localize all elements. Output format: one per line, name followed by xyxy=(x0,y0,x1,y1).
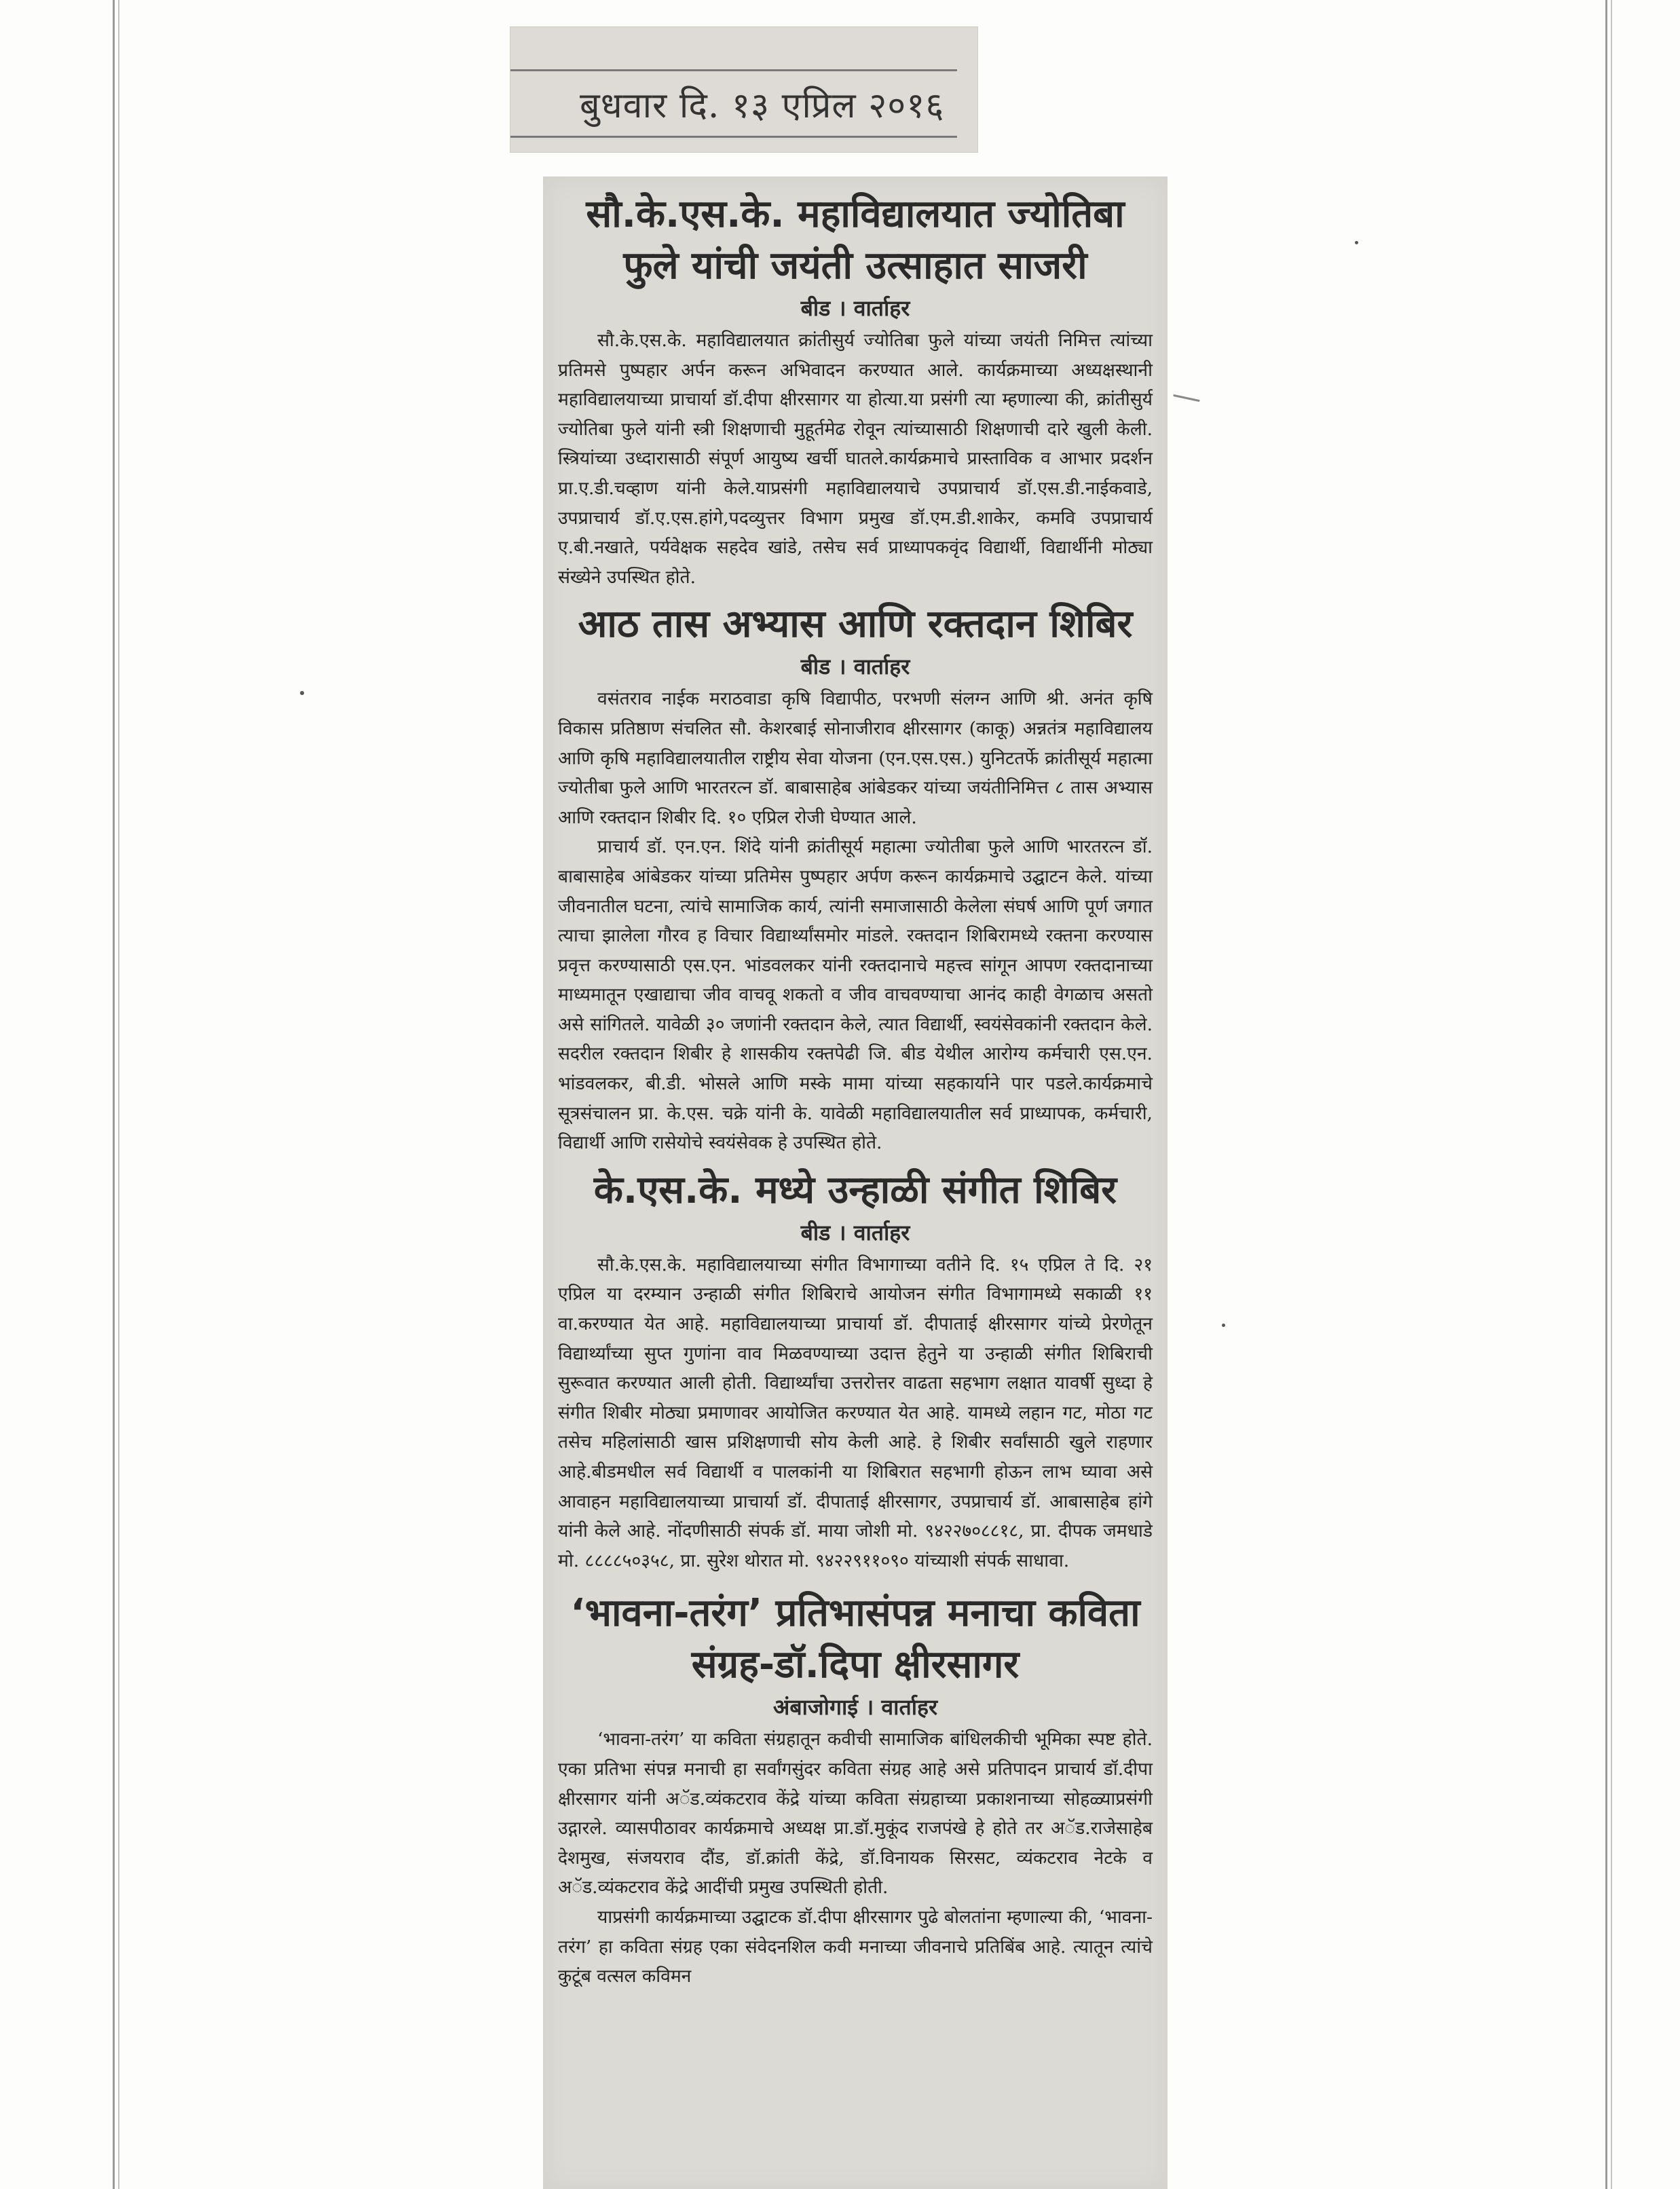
scan-speck xyxy=(1355,241,1358,244)
news-clipping xyxy=(543,176,1168,2189)
article-byline: बीड । वार्ताहर xyxy=(800,654,910,680)
date-clipping xyxy=(510,27,977,152)
article-paragraph: सौ.के.एस.के. महाविद्यालयाच्या संगीत विभागाच्या वतीने दि. १५ एप्रिल ते दि. २१ एप्रिल या दरम्यान उन्हाळी संगीत शिबिराचे आयोजन संगीत विभागामध्ये सकाळी ११ वा.करण्यात येत आहे. महाविद्यालयाच्या प्राचार्या डॉ. दीपाताई क्षीरसागर यांच्ये प्रेरणेतून विद्यार्थ्यांच्या सुप्त गुणांना वाव मिळवण्याच्या उदात्त हेतुने या उन्हाळी संगीत शिबिराची सुरूवात करण्यात आली होती. विद्यार्थ्यांचा उत्तरोत्तर वाढता सहभाग लक्षात यावर्षी सुध्दा हे संगीत शिबीर मोठ्या प्रमाणावर आयोजित करण्यात येत आहे. यामध्ये लहान गट, मोठा गट तसेच महिलांसाठी खास प्रशिक्षणाची सोय केली आहे. हे शिबीर सर्वांसाठी खुले राहणार आहे.बीडमधील सर्व विद्यार्थी व पालकांनी या शिबिरात सहभागी होऊन लाभ घ्यावा असे आवाहन महाविद्यालयाच्या प्राचार्या डॉ. दीपाताई क्षीरसागर, उपप्राचार्य डॉ. आबासाहेब हांगे यांनी केले आहे. नोंदणीसाठी संपर्क डॉ. माया जोशी मो. ९४२२७०८८१८, प्रा. दीपक जमधाडे मो. ८८८८५०३५८, प्रा. सुरेश थोरात मो. ९४२२९११०९० यांच्याशी संपर्क साधावा. xyxy=(558,1254,1153,1571)
article-byline: बीड । वार्ताहर xyxy=(800,1219,910,1246)
article-study-blood-donation xyxy=(558,599,1153,1158)
article-college-jayanti xyxy=(558,189,1153,592)
date-bottom-rule xyxy=(510,136,957,138)
article-headline: आठ तास अभ्यास आणि रक्तदान शिबिर xyxy=(578,602,1133,647)
scan-speck xyxy=(300,691,304,695)
article-headline: सौ.के.एस.के. महाविद्यालयात ज्योतिबा फुले यांची जयंती उत्साहात साजरी xyxy=(586,192,1125,288)
article-paragraph: ‘भावना-तरंग’ या कविता संग्रहातून कवीची सामाजिक बांधिलकीची भूमिका स्पष्ट होते. एका प्रतिभा संपन्न मनाची हा सर्वांगसुंदर कविता संग्रह आहे असे प्रतिपादन प्राचार्य डॉ.दीपा क्षीरसागर यांनी अॅड.व्यंकटराव केंद्रे यांच्या कविता संग्रहाच्या प्रकाशनाच्या सोहळ्याप्रसंगी उद्गारले. व्यासपीठावर कार्यक्रमाचे अध्यक्ष प्रा.डॉ.मुकूंद राजपंखे हे होते तर अॅड.राजेसाहेब देशमुख, संजयराव दौंड, डॉ.क्रांती केंद्रे, डॉ.विनायक सिरसट, व्यंकटराव नेटके व अॅड.व्यंकटराव केंद्रे आदींची प्रमुख उपस्थिती होती. xyxy=(558,1729,1153,1898)
scan-border-left-inner xyxy=(118,0,119,2189)
article-paragraph: सौ.के.एस.के. महाविद्यालयात क्रांतीसुर्य ज्योतिबा फुले यांच्या जयंती निमित्त त्यांच्या प्रतिमसे पुष्पहार अर्पन करून अभिवादन करण्यात आले. कार्यक्रमाच्या अध्यक्षस्थानी महाविद्यालयाच्या प्राचार्या डॉ.दीपा क्षीरसागर या होत्या.या प्रसंगी त्या म्हणाल्या की, क्रांतीसुर्य ज्योतिबा फुले यांनी स्त्री शिक्षणाची मुहूर्तमेढ रोवून त्यांच्यासाठी शिक्षणाची दारे खुली केली. स्त्रियांच्या उध्दारासाठी संपूर्ण आयुष्य खर्ची घातले.कार्यक्रमाचे प्रास्ताविक व आभार प्रदर्शन प्रा.ए.डी.चव्हाण यांनी केले.याप्रसंगी महाविद्यालयाचे उपप्राचार्य डॉ.एस.डी.नाईकवाडे, उपप्राचार्य डॉ.ए.एस.हांगे,पदव्युत्तर विभाग प्रमुख डॉ.एम.डी.शाकेर, कमवि उपप्राचार्य ए.बी.नखाते, पर्यवेक्षक सहदेव खांडे, तसेच सर्व प्राध्यापकवृंद विद्यार्थी, विद्यार्थीनी मोठ्या संख्येने उपस्थित होते. xyxy=(558,330,1153,588)
article-paragraph: प्राचार्य डॉ. एन.एन. शिंदे यांनी क्रांतीसूर्य महात्मा ज्योतीबा फुले आणि भारतरत्न डॉ. बाबासाहेब आंबेडकर यांच्या प्रतिमेस पुष्पहार अर्पण करून कार्यक्रमाचे उद्घाटन केले. यांच्या जीवनातील घटना, त्यांचे सामाजिक कार्य, त्यांनी समाजासाठी केलेला संघर्ष आणि पूर्ण जगात त्याचा झालेला गौरव ह विचार विद्यार्थ्यांसमोर मांडले. रक्तदान शिबिरामध्ये रक्तना करण्यास प्रवृत्त करण्यासाठी एस.एन. भांडवलकर यांनी रक्तदानाचे महत्त्व सांगून आपण रक्तदानाच्या माध्यमातून एखाद्याचा जीव वाचवू शकतो व जीव वाचवण्याचा आनंद काही वेगळाच असतो असे सांगितले. यावेळी ३० जणांनी रक्तदान केले, त्यात विद्यार्थी, स्वयंसेवकांनी रक्तदान केले. सदरील रक्तदान शिबीर हे शासकीय रक्तपेढी जि. बीड येथील आरोग्य कर्मचारी एस.एन. भांडवलकर, बी.डी. भोसले आणि मस्के मामा यांच्या सहकार्याने पार पडले.कार्यक्रमाचे सूत्रसंचालन प्रा. के.एस. चक्रे यांनी के. यावेळी महाविद्यालयातील सर्व प्राध्यापक, कर्मचारी, विद्यार्थी आणि रासेयोचे स्वयंसेवक हे उपस्थित होते. xyxy=(558,836,1153,1154)
article-headline: के.एस.के. मध्ये उन्हाळी संगीत शिबिर xyxy=(593,1167,1117,1212)
scan-border-left xyxy=(113,0,115,2189)
article-byline: बीड । वार्ताहर xyxy=(800,295,910,321)
scan-border-right-inner xyxy=(1611,0,1612,2189)
article-music-camp xyxy=(558,1165,1153,1576)
newspaper-date: बुधवार दि. १३ एप्रिल २०१६ xyxy=(580,86,945,126)
article-poetry-collection xyxy=(558,1588,1153,1991)
date-top-rule xyxy=(510,69,957,71)
scan-speck xyxy=(1222,1324,1225,1327)
article-byline: अंबाजोगाई । वार्ताहर xyxy=(772,1694,938,1721)
article-headline: ‘भावना-तरंग’ प्रतिभासंपन्न मनाचा कविता संग्रह-डॉ.दिपा क्षीरसागर xyxy=(570,1591,1140,1687)
article-paragraph: वसंतराव नाईक मराठवाडा कृषि विद्यापीठ, परभणी संलग्न आणि श्री. अनंत कृषि विकास प्रतिष्ठाण संचलित सौ. केशरबाई सोनाजीराव क्षीरसागर (काकू) अन्नतंत्र महाविद्यालय आणि कृषि महाविद्यालयातील राष्ट्रीय सेवा योजना (एन.एस.एस.) युनिटतर्फे क्रांतीसूर्य महात्मा ज्योतीबा फुले आणि भारतरत्न डॉ. बाबासाहेब आंबेडकर यांच्या जयंतीनिमित्त ८ तास अभ्यास आणि रक्तदान शिबीर दि. १० एप्रिल रोजी घेण्यात आले. xyxy=(558,688,1153,828)
scan-border-right xyxy=(1605,0,1607,2189)
scan-mark xyxy=(1173,394,1200,402)
article-paragraph: याप्रसंगी कार्यक्रमाच्या उद्घाटक डॉ.दीपा क्षीरसागर पुढे बोलतांना म्हणाल्या की, ‘भावना-तरंग’ हा कविता संग्रह एका संवेदनशिल कवी मनाच्या जीवनाचे प्रतिबिंब आहे. त्यातून त्यांचे कुटूंब वत्सल कविमन xyxy=(558,1906,1153,1987)
